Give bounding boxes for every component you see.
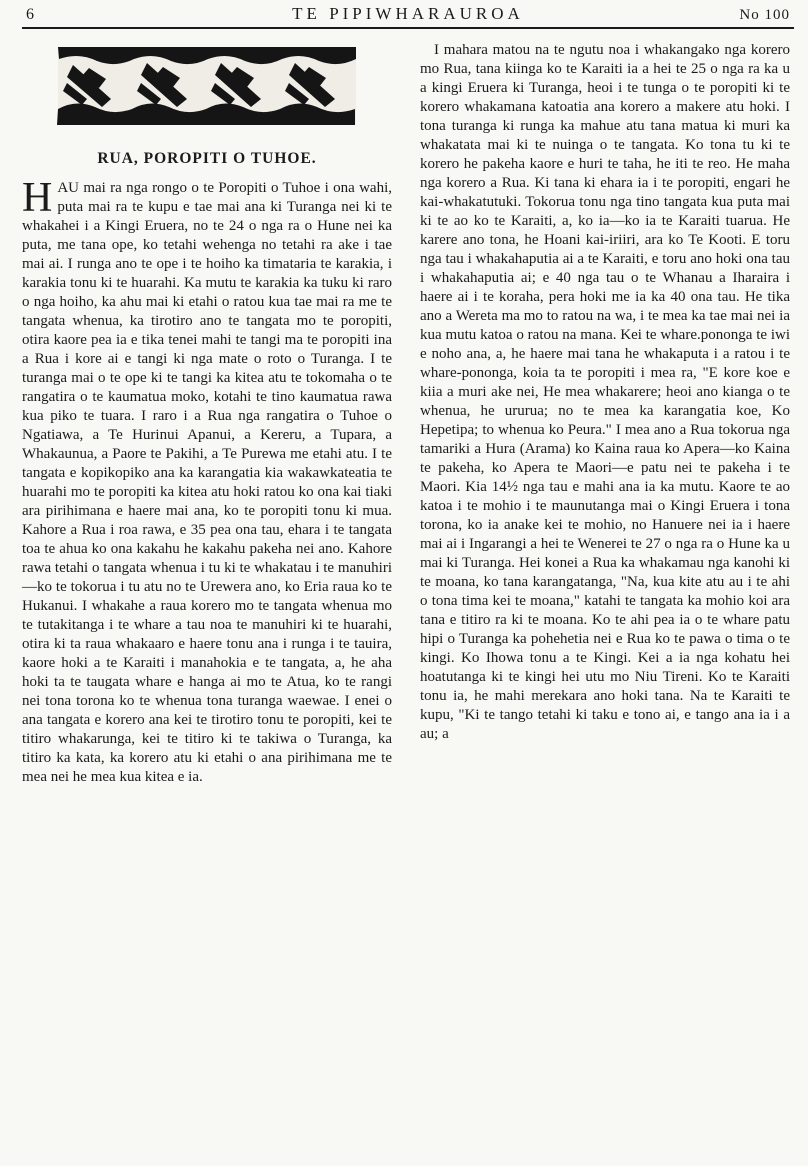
page-number: 6 — [26, 6, 34, 23]
article-columns — [22, 41, 794, 787]
header-rule — [22, 27, 794, 29]
issue-number: No 100 — [739, 7, 790, 23]
left-column — [22, 41, 392, 787]
left-body-text: AU mai ra nga rongo o te Poropiti o Tuhoe i ona wahi, puta mai ra te kupu e tae mai ana ki Turanga nei ki te whakahei i a Kingi Eruera, no te 24 o nga ra o Hune nei ka puta, me tana ope, ko tetahi wehenga no tetahi ra ake i tae mai ai. I runga ano te ope i te hoiho ka timataria te karakia, i karakia tonu ki te huarahi. Ka mutu te karakia ka tuku ki raro o nga hoiho, ka ahu mai ki etahi o ratou kua tae mai ra me te tangata whenua, ka tirotiro ano te tangata mo te poropiti, otira kaore pea ia e tika tenei mahi te tangi ma te poropiti ina a Rua i kore ai e tangi ki nga mate o roto o Turanga. I te turanga mai o te ope ki te tangi ka kitea atu te tokomaha o te rangatira o te kaumatua moko, kotahi te tino kaumatua rawa kua piko te tuara. I raro i a Rua nga rangatira o Tuhoe o Ngatiawa, a Te Hurinui Apanui, a Kereru, a Tupara, a Whakaunua, a Paore te Pakihi, a Te Purewa me etahi atu. I te tangata e kopikopiko ana ka karangatia kia wakawkateatia te huarahi mo te poropiti ka kitea atu hoki ratou ko ona kai tiaki ara pirihimana e haere mai ana, ko te poropiti tonu ki mua. Kahore a Rua i roa rawa, e 35 pea ona tau, ehara i te tangata toa te ahua ko ona kakahu he kakahu pakeha nei ano. Kahore rawa tetahi o tangata whenua i tu ki te whakatau i te manuhiri—ko te tokorua i tu atu no te Urewera ano, ko Eria raua ko te Hukanui. I whakahe a raua korero mo te tangata whenua mo te tutakitanga i te whare a tau noa te manuhiri ki te huarahi, otira ki ta raua whakaaro e haere tonu ana i runga i te tauira, kaore hoki a te Karaiti i manahokia e te tangata, a, he aha hoki ta te taugata whare e hanga ai mo te Atua, ko te rangi nei tona torona ko te whenua tona turanga waewae. I enei o ana tangata e korero ana kei te tirotiro tonu te poropiti, kei te titiro whakarunga, kei te titiro ki te takiwa o Turanga, ka titiro ka kata, ka korero atu ki etahi o ana pirihimana me te mea nei he mea kua kitea e ia. — [22, 180, 392, 785]
article-heading: RUA, POROPITI O TUHOE. — [97, 150, 317, 167]
article-paragraph-right: I mahara matou na te ngutu noa i whakangako nga korero mo Rua, tana kiinga ko te Karaiti ia a hei te 25 o nga ra ka u a kingi Eruera ki Turanga, heoi i te tunga o te poropiti ki te korero whakamana katoatia ana korero a makere atu hoki. I tona turanga ki runga ka mahue atu tana matua ki muri ka whakatata mai ki te nuinga o te tangata. Ko tona tu ki te korero he pakeha kaore e huri te taha, he iti te reo. He maha nga korero a Rua. Ki tana ki ehara ia i te poropiti, engari he kai-whakatutuki. Tokorua tonu nga tino tangata kua puta mai ki te ao ko te Karaiti, a, ko ia—ko ia te Karaiti tuarua. He karere ano tona, he Hoani kai-iriiri, ara ko Te Kooti. E toru nga tau i whakahaputia ai a te Karaiti, e toru ano hoki ona tau i whakahaputia ai; e 40 nga tau o te Whanau a Iharaira i haere ai i te koraha, pera hoki me ia ka 40 ona tau. He tika ano a Wereta ma mo to ratou na wa, i te mea ka tae mai nei ia kua mutu katoa o ratou na mana. Kei te whare.pononga te iwi e noho ana, a, he haere mai tana he whakaputa i a ratou i te whare-pononga, koia ta te poropiti i mea ra, "E kore koe e kiia a muri ake nei, He mea whakarere; heoi ano kianga o te whenua, he ururua; no te mea ka karangatia koe, Ko Hepetipa; to whenua ko Peura." I mea ano a Rua tokorua nga tamariki a Hura (Arama) ko Kaina raua ko Apera—ko Kaina te pakeha, ko Apera te Maori—e patu nei te pakeha i te Maori. Kia 14½ nga tau e mahi ana ia ka mutu. Kaore te ao katoa i te mohio i te maunutanga mai o Kingi Eruera i tona torona, ko ia anake kei te mohio, no Hanuere nei ia i haere mai ai i Ingarangi a hei te Wenerei te 27 o nga ra o Hune ka u mai ki Turanga. Hei konei a Rua ka whakamau nga kanohi ki te moana, ko tana karangatanga, "Na, kua kite atu au i te ahi o tona tima kei te moana," katahi te tangata ka mohio koi ara tana e titiro ra ki te moana. Ko te ahi pea ia o te whare patu hipi o Turanga ka pohehetia nei e Rua ko te pawa o tima o te kingi. Ko Ihowa tonu a te Kingi. Kei a ia nga kohatu hei hoatutanga ki te kingi hei utu mo Niu Tireni. Ko te Karaiti tonu ia, he mahi merekara ano hoki tana. Na te Karaiti te kupu, "Ki te tango tetahi ki taku e tono ai, e tango ana ia i a au; a — [420, 42, 790, 742]
masthead-title: TE PIPIWHARAUROA — [292, 4, 524, 23]
page-header — [22, 3, 794, 27]
article-paragraph-left — [22, 175, 392, 787]
dropcap-letter: H — [22, 175, 53, 221]
right-column — [420, 41, 790, 787]
woodcut-ornament-icon — [22, 45, 392, 133]
